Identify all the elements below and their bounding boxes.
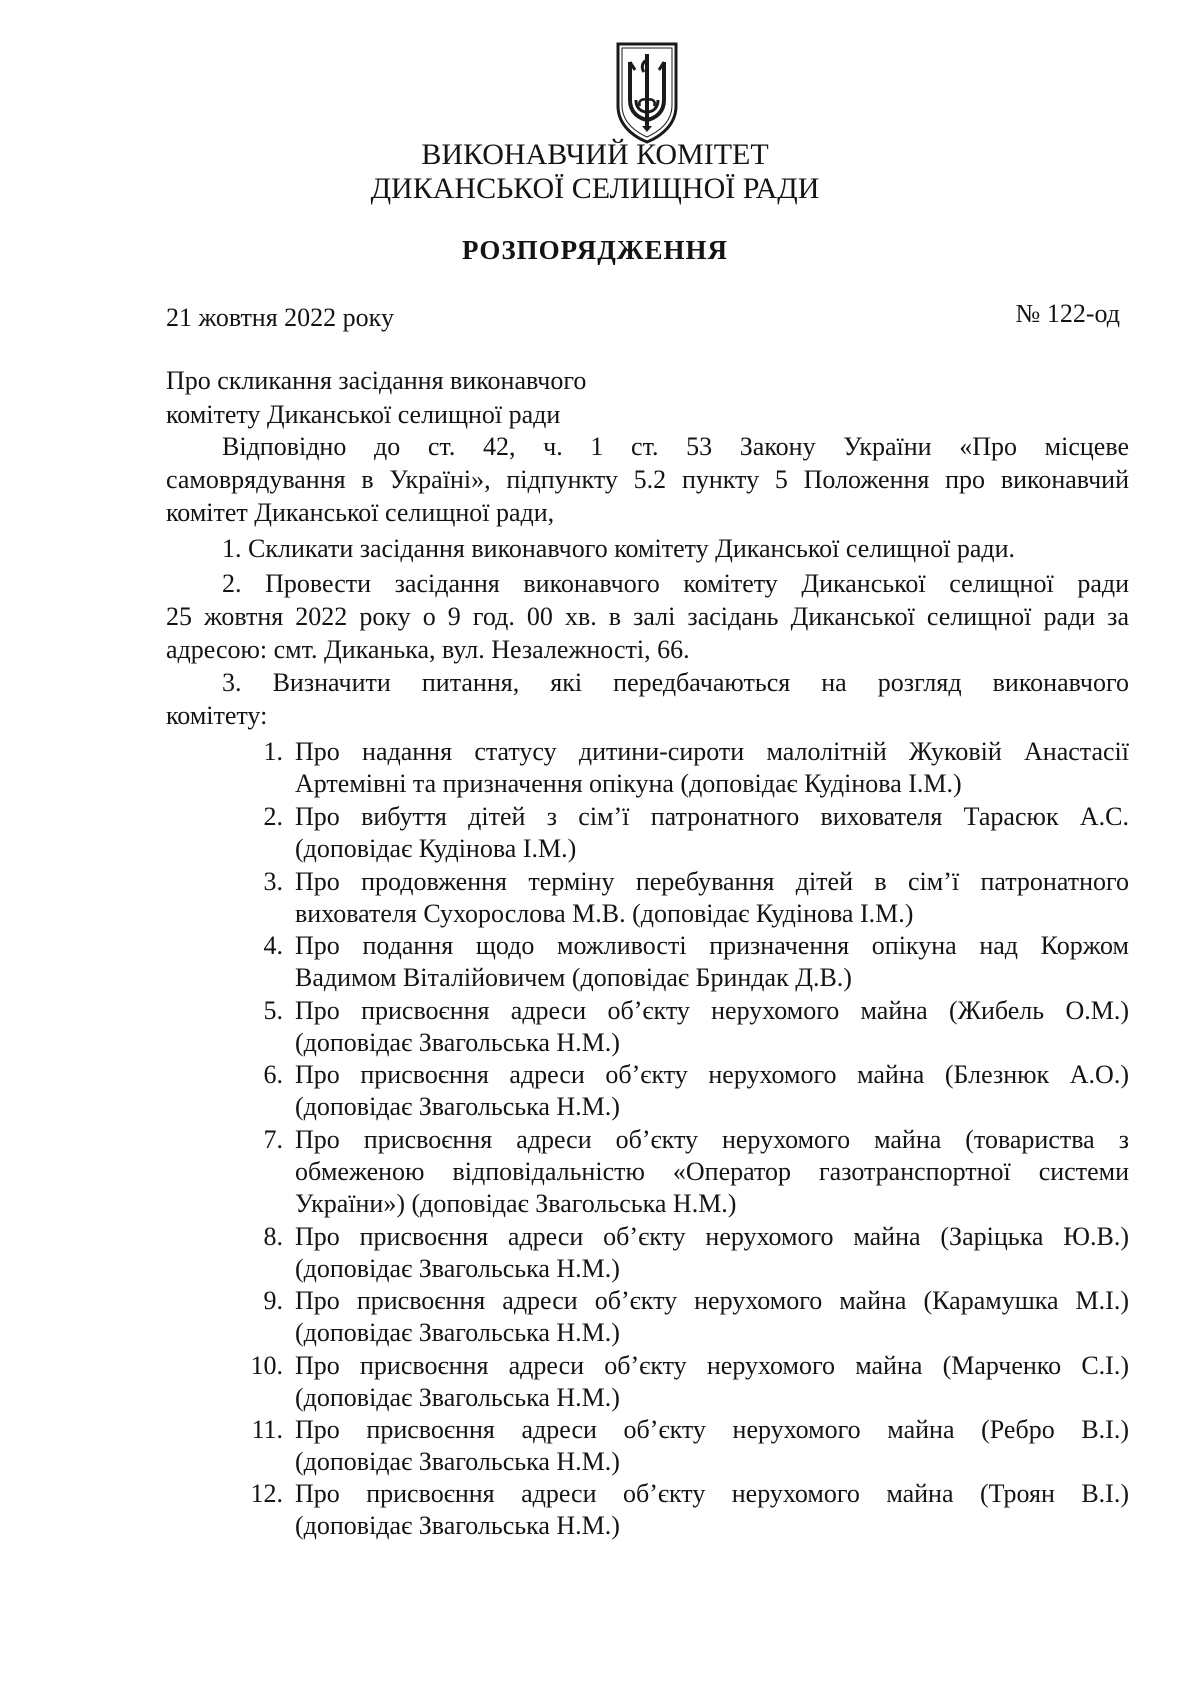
document-type-title: РОЗПОРЯДЖЕННЯ [461, 235, 729, 265]
agenda-item-line: обмеженою відповідальністю «Оператор газотранспортної системи [295, 1157, 1129, 1186]
point-1: 1. Скликати засідання виконавчого комітету Диканської селищної ради. [222, 534, 1016, 563]
trident-coat-of-arms-icon [614, 40, 680, 144]
subject-line: комітету Диканської селищної ради [166, 400, 561, 429]
agenda-item-line: (доповідає Звагольська Н.М.) [295, 1254, 620, 1283]
agenda-item-line: Про присвоєння адреси об’єкту нерухомого майна (Марченко С.І.) [295, 1351, 1129, 1380]
agenda-item-line: (доповідає Звагольська Н.М.) [295, 1383, 620, 1412]
agenda-item-line: Про присвоєння адреси об’єкту нерухомого майна (товариства з [295, 1125, 1129, 1154]
agenda-item-line: Про подання щодо можливості призначення опікуна над Коржом [295, 931, 1129, 960]
agenda-item-line: Про присвоєння адреси об’єкту нерухомого майна (Карамушка М.І.) [295, 1286, 1129, 1315]
agenda-item-line: Вадимом Віталійовичем (доповідає Бриндак Д.В.) [295, 963, 852, 992]
subject-line: Про скликання засідання виконавчого [166, 366, 587, 395]
agenda-item-number: 6. [263, 1060, 283, 1089]
organization-name-line1: ВИКОНАВЧИЙ КОМІТЕТ [421, 138, 769, 171]
agenda-item-number: 2. [263, 802, 283, 831]
agenda-item-line: Про присвоєння адреси об’єкту нерухомого майна (Троян В.І.) [295, 1479, 1129, 1508]
agenda-item-line: Про присвоєння адреси об’єкту нерухомого майна (Жибель О.М.) [295, 996, 1129, 1025]
agenda-item-line: (доповідає Звагольська Н.М.) [295, 1511, 620, 1540]
agenda-item-line: Артемівні та призначення опікуна (доповідає Кудінова І.М.) [295, 769, 962, 798]
agenda-item-line: Про присвоєння адреси об’єкту нерухомого майна (Заріцька Ю.В.) [295, 1222, 1129, 1251]
point-2-line: адресою: смт. Диканька, вул. Незалежності, 66. [166, 635, 690, 664]
agenda-item-number: 11. [251, 1415, 283, 1444]
agenda-item-line: Про вибуття дітей з сім’ї патронатного вихователя Тарасюк А.С. [295, 802, 1129, 831]
agenda-item-number: 4. [263, 931, 283, 960]
agenda-item-line: вихователя Сухорослова М.В. (доповідає Кудінова І.М.) [295, 899, 914, 928]
agenda-item-line: (доповідає Звагольська Н.М.) [295, 1318, 620, 1347]
agenda-item-number: 5. [263, 996, 283, 1025]
document-number: № 122-од [1015, 299, 1120, 328]
agenda-item-number: 9. [263, 1286, 283, 1315]
document-date: 21 жовтня 2022 року [166, 303, 394, 332]
agenda-item-line: (доповідає Кудінова І.М.) [295, 834, 577, 863]
agenda-item-number: 7. [263, 1125, 283, 1154]
point-2-line: 2. Провести засідання виконавчого комітету Диканської селищної ради [222, 569, 1129, 598]
agenda-item-line: Про надання статусу дитини-сироти малолітній Жуковій Анастасії [295, 737, 1129, 766]
agenda-item-number: 10. [250, 1351, 283, 1380]
point-2-line: 25 жовтня 2022 року о 9 год. 00 хв. в залі засідань Диканської селищної ради за [166, 602, 1129, 631]
point-3-line: комітету: [166, 701, 268, 730]
preamble-line: самоврядування в Україні», підпункту 5.2 пункту 5 Положення про виконавчий [166, 465, 1129, 494]
preamble-line: Відповідно до ст. 42, ч. 1 ст. 53 Закону України «Про місцеве [222, 432, 1129, 461]
agenda-item-line: Про присвоєння адреси об’єкту нерухомого майна (Блезнюк А.О.) [295, 1060, 1129, 1089]
agenda-item-number: 1. [263, 737, 283, 766]
agenda-item-number: 8. [263, 1222, 283, 1251]
organization-name-line2: ДИКАНСЬКОЇ СЕЛИЩНОЇ РАДИ [370, 172, 820, 205]
preamble-line: комітет Диканської селищної ради, [166, 498, 555, 527]
point-3-line: 3. Визначити питання, які передбачаються на розгляд виконавчого [222, 668, 1129, 697]
agenda-item-line: (доповідає Звагольська Н.М.) [295, 1028, 620, 1057]
agenda-item-line: Про присвоєння адреси об’єкту нерухомого майна (Ребро В.І.) [295, 1415, 1129, 1444]
document-subject [166, 364, 586, 432]
agenda-item-number: 12. [250, 1479, 283, 1508]
agenda-item-line: Про продовження терміну перебування дітей в сім’ї патронатного [295, 867, 1129, 896]
agenda-item-number: 3. [263, 867, 283, 896]
agenda-item-line: (доповідає Звагольська Н.М.) [295, 1092, 620, 1121]
agenda-item-line: (доповідає Звагольська Н.М.) [295, 1447, 620, 1476]
agenda-item-line: України») (доповідає Звагольська Н.М.) [295, 1189, 737, 1218]
